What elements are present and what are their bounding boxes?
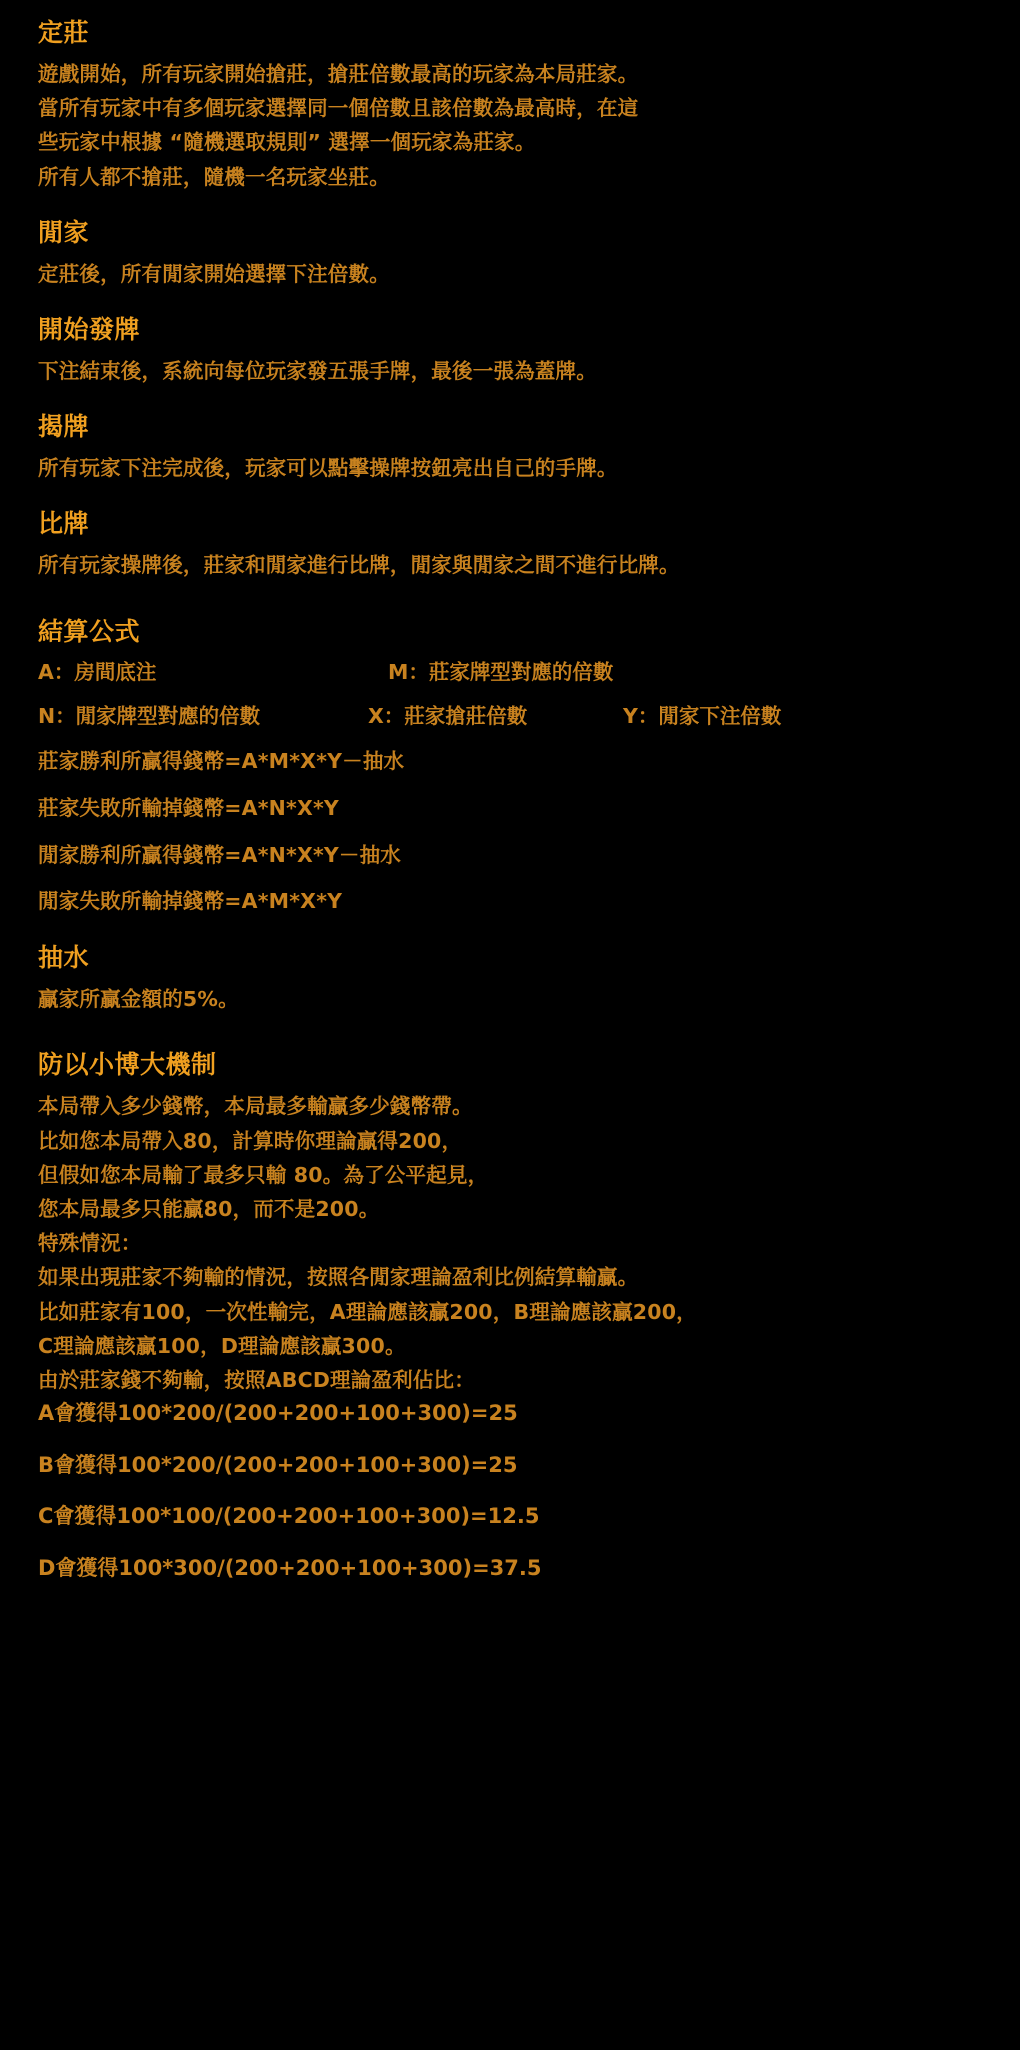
paragraph-line: 遊戲開始，所有玩家開始搶莊，搶莊倍數最高的玩家為本局莊家。 (38, 62, 639, 86)
paragraph-line: 比如莊家有100，一次性輸完，A理論應該贏200，B理論應該贏200， (38, 1299, 697, 1324)
section-dealer-determination (38, 18, 990, 194)
spacer (38, 208, 990, 218)
legend-base-bet: A：房間底注 (38, 659, 157, 684)
legend-dealer-grab-multiplier: X：莊家搶莊倍數 (368, 704, 528, 729)
spacer (38, 402, 990, 412)
spacer (38, 933, 990, 943)
paragraph-line: 特殊情況： (38, 1231, 142, 1256)
paragraph-line: 當所有玩家中有多個玩家選擇同一個倍數且該倍數為最高時，在這 (38, 96, 639, 121)
formula-player-lose: 閒家失敗所輸掉錢幣=A*M*X*Y (38, 889, 343, 914)
paragraph-line: 定莊後，所有閒家開始選擇下注倍數。 (38, 261, 390, 286)
formula-dealer-lose: 莊家失敗所輸掉錢幣=A*N*X*Y (38, 795, 339, 820)
calculation-player-d: D會獲得100*300/(200+200+100+300)=37.5 (38, 1555, 542, 1580)
paragraph-line: 下注結束後，系統向每位玩家發五張手牌，最後一張為蓋牌。 (38, 359, 597, 384)
section-rake (38, 943, 990, 1016)
legend-player-bet-multiplier: Y：閒家下注倍數 (623, 704, 782, 729)
calculation-player-c: C會獲得100*100/(200+200+100+300)=12.5 (38, 1504, 540, 1529)
spacer (38, 1030, 990, 1050)
section-show-cards (38, 412, 990, 485)
paragraph-line: 比如您本局帶入80，計算時你理論贏得200， (38, 1128, 463, 1153)
section-heading-rake: 抽水 (38, 943, 90, 973)
paragraph-line: 所有玩家操牌後，莊家和閒家進行比牌，閒家與閒家之間不進行比牌。 (38, 553, 680, 578)
spacer (38, 499, 990, 509)
formula-player-win: 閒家勝利所贏得錢幣=A*N*X*Y－抽水 (38, 842, 402, 867)
paragraph-line: 如果出現莊家不夠輸的情況，按照各閒家理論盈利比例結算輸贏。 (38, 1265, 639, 1290)
section-heading-anti-small-bet-big-win: 防以小博大機制 (38, 1050, 217, 1080)
formula-dealer-win: 莊家勝利所贏得錢幣=A*M*X*Y－抽水 (38, 749, 405, 774)
paragraph-line: 所有玩家下注完成後，玩家可以點擊操牌按鈕亮出自己的手牌。 (38, 456, 618, 481)
section-heading-deal-cards: 開始發牌 (38, 315, 141, 345)
section-settlement-formula (38, 617, 990, 918)
section-heading-player-bet: 閒家 (38, 217, 90, 247)
paragraph-line: C理論應該贏100，D理論應該贏300。 (38, 1333, 406, 1358)
calculation-player-a: A會獲得100*200/(200+200+100+300)=25 (38, 1401, 518, 1426)
spacer (38, 597, 990, 617)
section-heading-settlement-formula: 結算公式 (38, 616, 141, 646)
paragraph-line: 所有人都不搶莊，隨機一名玩家坐莊。 (38, 164, 390, 189)
formula-legend-row (38, 701, 990, 732)
legend-player-multiplier: N：閒家牌型對應的倍數 (38, 704, 261, 729)
legend-dealer-multiplier: M：莊家牌型對應的倍數 (388, 659, 614, 684)
section-deal-cards (38, 315, 990, 388)
section-heading-dealer-determination: 定莊 (38, 18, 90, 47)
paragraph-line: 贏家所贏金額的5%。 (38, 987, 239, 1012)
section-compare-cards (38, 509, 990, 582)
section-anti-small-bet-big-win (38, 1050, 990, 1584)
paragraph-line: 本局帶入多少錢幣，本局最多輸贏多少錢幣帶。 (38, 1094, 473, 1119)
paragraph-line: 您本局最多只能贏80，而不是200。 (38, 1196, 380, 1221)
section-body-dealer-determination (38, 58, 990, 194)
paragraph-line: 由於莊家錢不夠輸，按照ABCD理論盈利佔比： (38, 1367, 475, 1392)
spacer (38, 305, 990, 315)
section-body-anti-small-bet-big-win (38, 1090, 990, 1397)
section-player-bet (38, 218, 990, 291)
section-heading-compare-cards: 比牌 (38, 509, 90, 539)
paragraph-line: 但假如您本局輸了最多只輸 80。為了公平起見， (38, 1162, 489, 1187)
section-heading-show-cards: 揭牌 (38, 412, 90, 442)
paragraph-line: 些玩家中根據 “隨機選取規則” 選擇一個玩家為莊家。 (38, 130, 536, 155)
formula-legend-row (38, 657, 990, 688)
calculation-player-b: B會獲得100*200/(200+200+100+300)=25 (38, 1452, 518, 1477)
